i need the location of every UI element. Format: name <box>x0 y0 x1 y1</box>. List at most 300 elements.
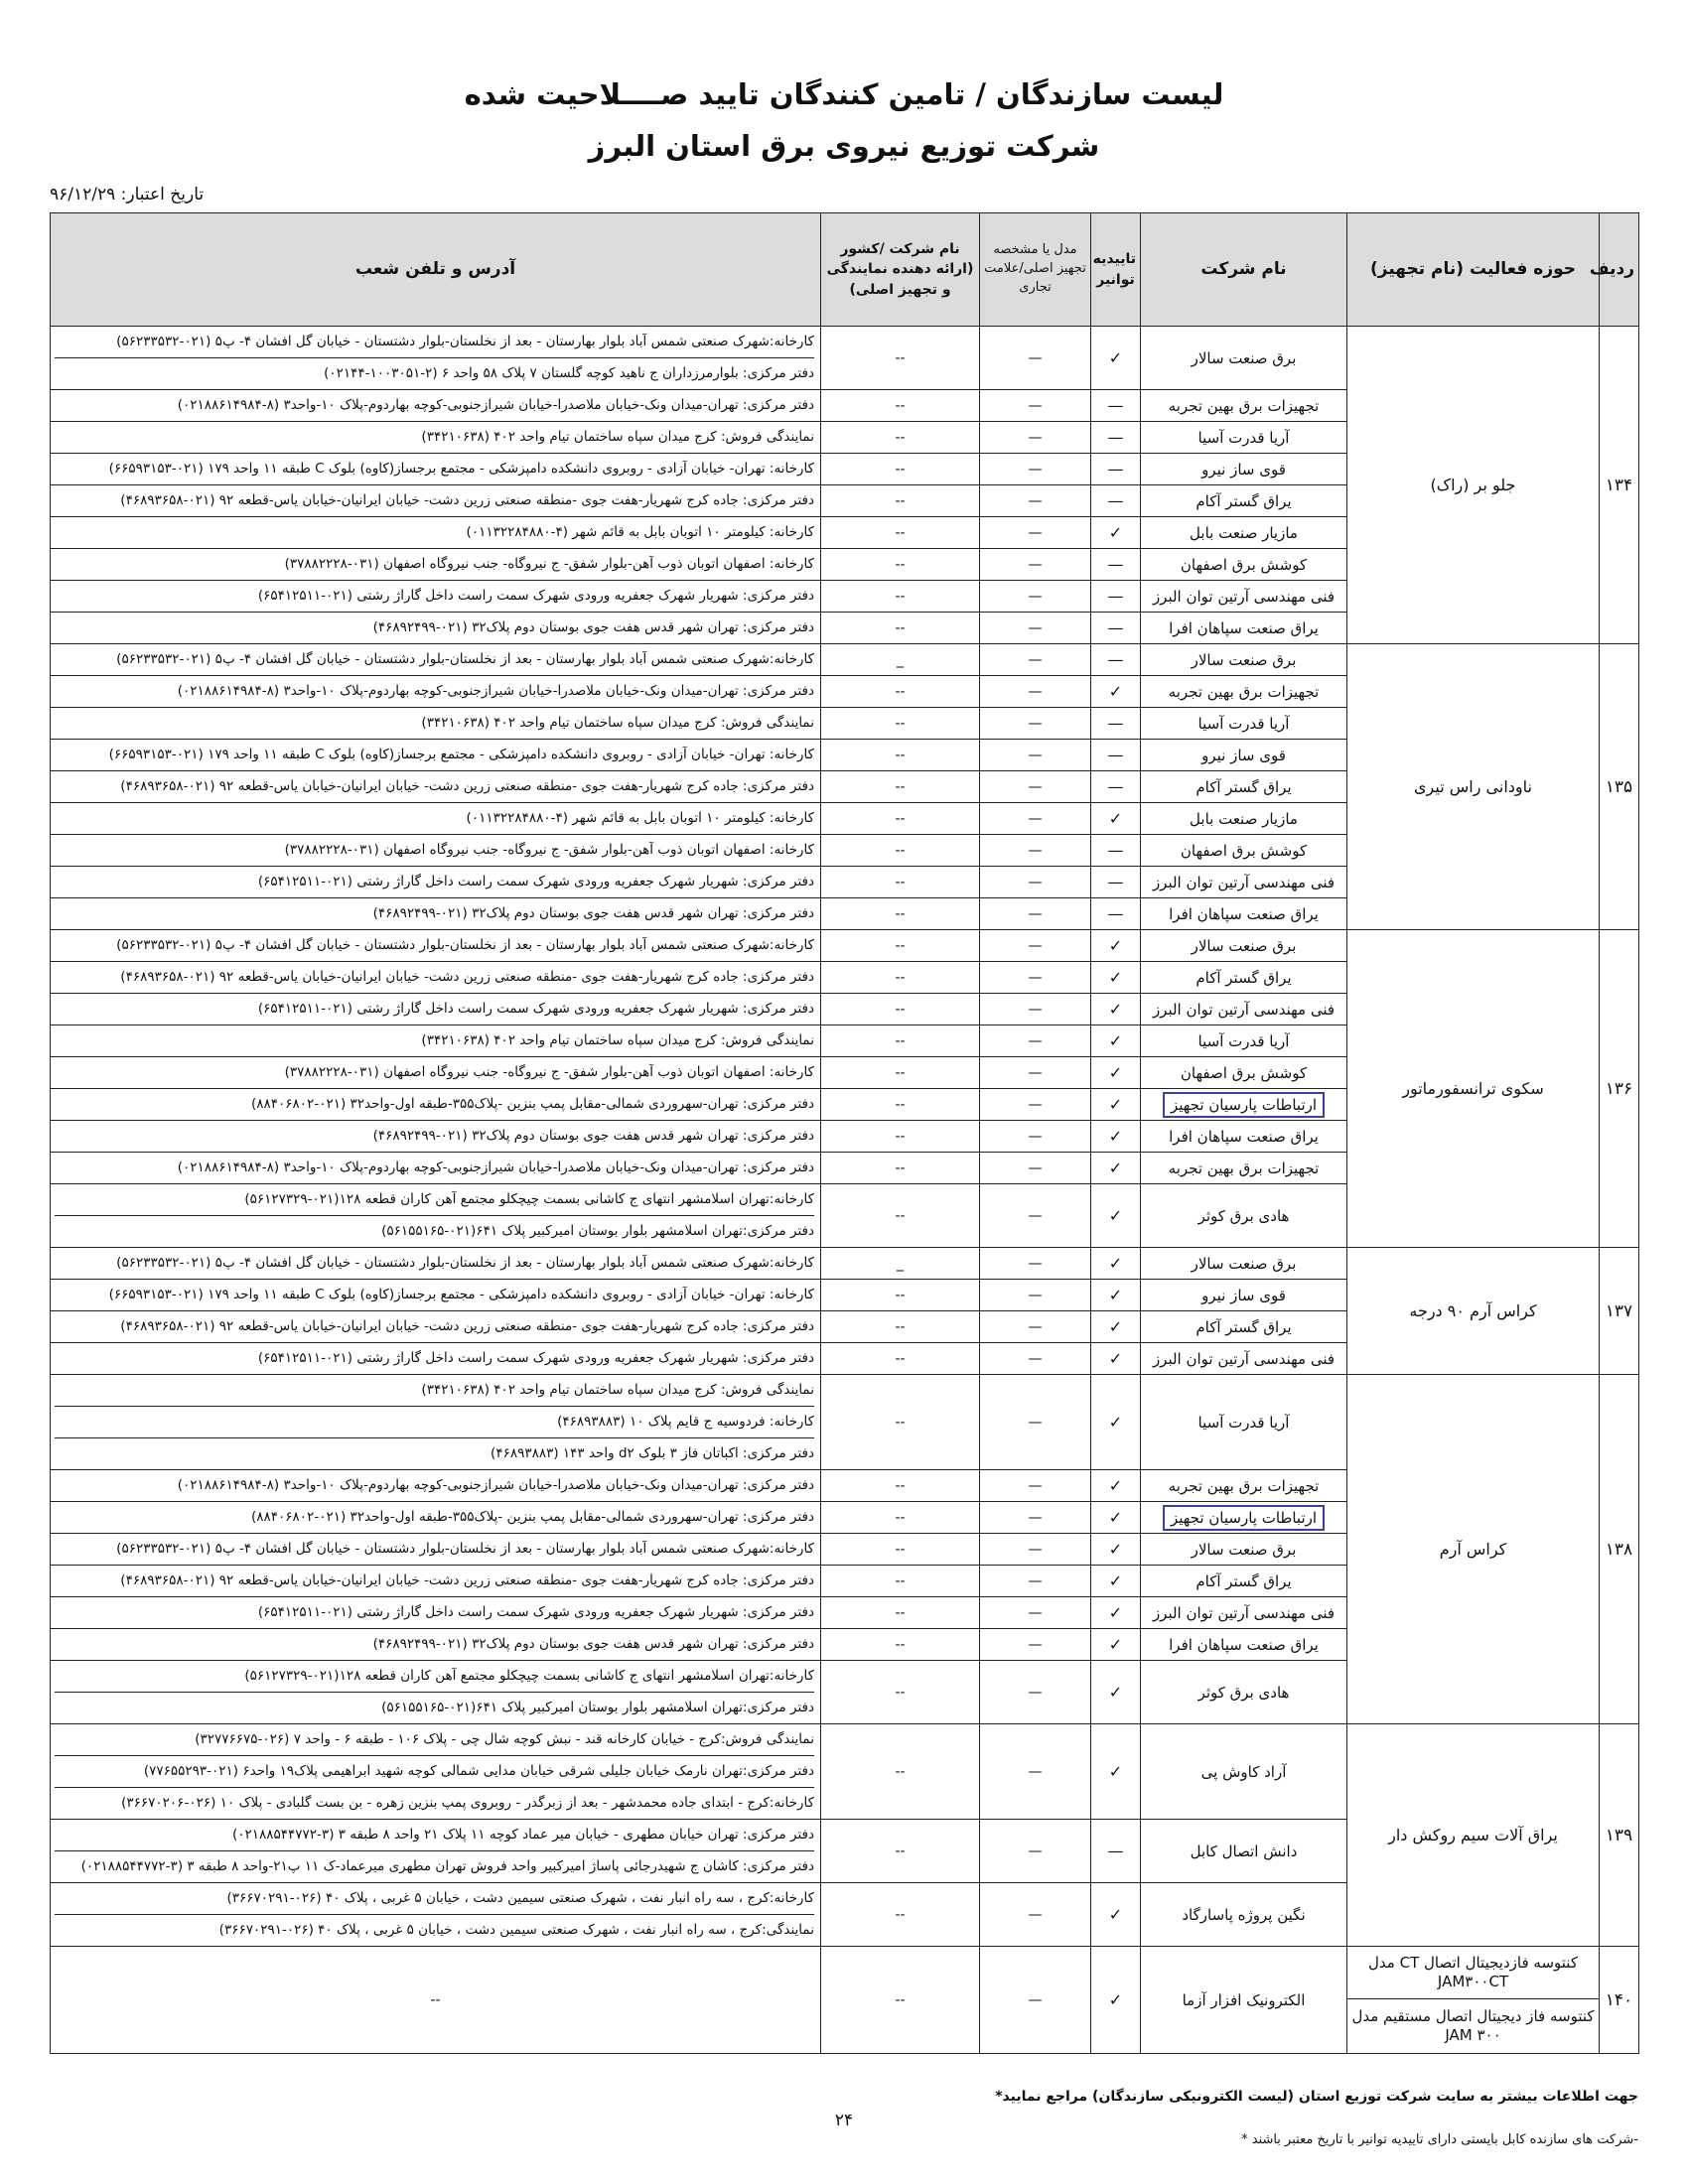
model-cell: — <box>980 1470 1091 1502</box>
tavanir-approval: — <box>1091 771 1141 803</box>
model-cell: — <box>980 1534 1091 1566</box>
company-name: دانش اتصال کابل <box>1190 1842 1298 1860</box>
address-line: کارخانه: اصفهان اتوبان ذوب آهن-بلوار شفق- ج نیروگاه- جنب نیروگاه اصفهان (۰۳۱-۳۷۸۸۲۲۲۸) <box>284 1064 814 1080</box>
origin-cell: -- <box>821 517 980 549</box>
address-cell <box>51 1280 821 1311</box>
tavanir-approval: ✓ <box>1091 803 1141 835</box>
address-line: دفتر مرکزی: شهریار شهرک جعفریه ورودی شهرک سمت راست داخل گاراژ رشتی (۰۲۱-۶۵۴۱۲۵۱۱) <box>257 1001 814 1017</box>
origin-cell: -- <box>821 1311 980 1343</box>
company-name-cell <box>1141 994 1347 1025</box>
row-number: ۱۴۰ <box>1600 1947 1639 2054</box>
company-name: برق صنعت سالار <box>1191 348 1297 367</box>
company-name-cell <box>1141 740 1347 771</box>
company-name: نگین پروژه پاسارگاد <box>1182 1905 1306 1924</box>
model-cell: — <box>980 549 1091 581</box>
company-name-cell <box>1141 1534 1347 1566</box>
company-name: تجهیزات برق بهین تجربه <box>1168 1476 1320 1495</box>
row-number: ۱۳۷ <box>1600 1248 1639 1375</box>
company-name-cell <box>1141 898 1347 930</box>
company-name-cell <box>1141 1089 1347 1121</box>
origin-cell: -- <box>821 454 980 485</box>
address-line: دفتر مرکزی: کاشان ج شهیدرجائی پاساژ امیرکبیر واحد فروش تهران مطهری میرعماد-ک ۱۱ پ۲۱-واحد ۸ طبقه ۳ (۳-۰۲۱۸۸۵۴۴۷۷۲) <box>55 1850 814 1882</box>
company-name-cell <box>1141 1820 1347 1883</box>
tavanir-approval: ✓ <box>1091 1153 1141 1184</box>
address-cell <box>51 327 821 390</box>
company-name: فنی مهندسی آرتین توان البرز <box>1152 1349 1336 1368</box>
model-cell: — <box>980 1311 1091 1343</box>
address-line: نمایندگی فروش:کرج - خیابان کارخانه قند - نبش کوچه شال چی - پلاک ۱۰۶ - طبقه ۶ - واحد ۷ (۰۲۶-۳۲۷۷۶۶۷۵) <box>195 1731 814 1747</box>
address-line: دفتر مرکزی: تهران-میدان ونک-خیابان ملاصدرا-خیابان شیرازجنوبی-کوچه بهاردوم-پلاک ۱۰-واحد۳ (۸-۰۲۱۸۸۶۱۴۹۸۴) <box>177 683 814 699</box>
origin-cell: -- <box>821 771 980 803</box>
company-name-cell <box>1141 1153 1347 1184</box>
address-cell <box>51 835 821 867</box>
address-line: دفتر مرکزی:تهران اسلامشهر بلوار بوستان امیرکبیر پلاک ۶۴۱(۰۲۱-۵۶۱۵۵۱۶۵) <box>55 1692 814 1723</box>
activity-field: ناودانی راس تیری <box>1347 644 1600 930</box>
company-name-cell <box>1141 581 1347 613</box>
model-cell: — <box>980 1820 1091 1883</box>
company-name: فنی مهندسی آرتین توان البرز <box>1152 587 1336 606</box>
address-cell <box>51 1121 821 1153</box>
row-number: ۱۳۶ <box>1600 930 1639 1248</box>
address-line: نمایندگی فروش: کرج میدان سپاه ساختمان تیام واحد ۴۰۲ (۳۴۲۱۰۶۳۸) <box>421 1382 814 1398</box>
company-name: آریا قدرت آسیا <box>1197 1031 1290 1050</box>
origin-cell: -- <box>821 327 980 390</box>
model-cell: — <box>980 930 1091 962</box>
address-cell <box>51 1311 821 1343</box>
address-line: کارخانه:تهران اسلامشهر انتهای ج کاشانی بسمت چیچکلو مجتمع آهن کاران قطعه ۱۲۸(۰۲۱-۵۶۱۲۷۳۲۹) <box>244 1191 814 1207</box>
origin-cell: -- <box>821 1820 980 1883</box>
origin-cell: -- <box>821 549 980 581</box>
address-line: دفتر مرکزی: شهریار شهرک جعفریه ورودی شهرک سمت راست داخل گاراژ رشتی (۰۲۱-۶۵۴۱۲۵۱۱) <box>257 1604 814 1620</box>
model-cell: — <box>980 613 1091 644</box>
address-cell <box>51 549 821 581</box>
tavanir-approval: ✓ <box>1091 1661 1141 1724</box>
model-cell: — <box>980 454 1091 485</box>
model-cell: — <box>980 867 1091 898</box>
tavanir-approval: ✓ <box>1091 517 1141 549</box>
company-name: تجهیزات برق بهین تجربه <box>1168 1159 1320 1177</box>
model-cell: — <box>980 1184 1091 1248</box>
company-name-cell <box>1141 644 1347 676</box>
address-cell <box>51 1597 821 1629</box>
company-name-cell <box>1141 1661 1347 1724</box>
tavanir-approval: ✓ <box>1091 1947 1141 2054</box>
tavanir-approval: ✓ <box>1091 1057 1141 1089</box>
tavanir-approval: ✓ <box>1091 1597 1141 1629</box>
tavanir-approval: ✓ <box>1091 1311 1141 1343</box>
origin-cell: -- <box>821 1566 980 1597</box>
company-name: آریا قدرت آسیا <box>1197 714 1290 733</box>
address-cell <box>51 867 821 898</box>
company-name-cell <box>1141 613 1347 644</box>
company-name: برق صنعت سالار <box>1191 1254 1297 1273</box>
company-name: فنی مهندسی آرتین توان البرز <box>1152 1603 1336 1622</box>
address-line: کارخانه:کرج ، سه راه انبار نفت ، شهرک صنعتی سیمین دشت ، خیابان ۵ غربی ، پلاک ۴۰ (۰۲۶-۳۶۶۷۰۲۹۱) <box>226 1890 814 1906</box>
model-cell: — <box>980 485 1091 517</box>
origin-cell: -- <box>821 740 980 771</box>
tavanir-approval: ✓ <box>1091 1121 1141 1153</box>
activity-field: کراس آرم <box>1347 1375 1600 1724</box>
origin-cell: -- <box>821 1280 980 1311</box>
address-cell <box>51 613 821 644</box>
model-cell: — <box>980 1057 1091 1089</box>
table-row <box>51 1947 1639 2054</box>
address-line: کارخانه: تهران- خیابان آزادی - روبروی دانشکده دامپزشکی - مجتمع برجساز(کاوه) بلوک C طبقه ۱۱ واحد ۱۷۹ (۰۲۱-۶۶۵۹۳۱۵۳) <box>108 1287 814 1302</box>
company-name-cell <box>1141 1724 1347 1820</box>
address-line: کارخانه: تهران- خیابان آزادی - روبروی دانشکده دامپزشکی - مجتمع برجساز(کاوه) بلوک C طبقه ۱۱ واحد ۱۷۹ (۰۲۱-۶۶۵۹۳۱۵۳) <box>108 461 814 477</box>
company-name-cell <box>1141 454 1347 485</box>
tavanir-approval: ✓ <box>1091 327 1141 390</box>
model-cell: — <box>980 1597 1091 1629</box>
origin-cell: -- <box>821 1629 980 1661</box>
tavanir-approval: ✓ <box>1091 1184 1141 1248</box>
table-row <box>51 1375 1639 1470</box>
address-cell <box>51 644 821 676</box>
origin-cell: -- <box>821 1025 980 1057</box>
tavanir-approval: ✓ <box>1091 1089 1141 1121</box>
company-name-cell <box>1141 1470 1347 1502</box>
company-name-cell <box>1141 517 1347 549</box>
origin-cell: -- <box>821 676 980 708</box>
origin-cell: -- <box>821 1724 980 1820</box>
address-line: دفتر مرکزی: بلوارمرزداران ج ناهید کوچه گلستان ۷ پلاک ۵۸ واحد ۶ (۲-۱۰۰۳۰۵۱-۰۲۱۴۴) <box>55 357 814 389</box>
address-line: دفتر مرکزی: جاده کرج شهریار-هفت جوی -منطقه صنعتی زرین دشت- خیابان ایرانیان-خیابان یاس-قطعه ۹۲ (۰۲۱-۴۶۸۹۳۶۵۸) <box>120 778 814 794</box>
company-name: مازیار صنعت بابل <box>1190 809 1298 828</box>
activity-field-top: کنتوسه فازدیجیتال اتصال CT مدل JAM۳۰۰CT <box>1347 1947 1599 1999</box>
address-line: دفتر مرکزی:تهران اسلامشهر بلوار بوستان امیرکبیر پلاک ۶۴۱(۰۲۱-۵۶۱۵۵۱۶۵) <box>55 1215 814 1247</box>
model-cell: — <box>980 1629 1091 1661</box>
address-cell <box>51 676 821 708</box>
tavanir-approval: — <box>1091 390 1141 422</box>
table-row <box>51 930 1639 962</box>
model-cell: — <box>980 1121 1091 1153</box>
origin-cell: -- <box>821 485 980 517</box>
tavanir-approval: ✓ <box>1091 1883 1141 1947</box>
company-name: یراق صنعت سپاهان افرا <box>1169 1635 1319 1654</box>
company-name-cell <box>1141 1883 1347 1947</box>
address-cell: -- <box>51 1947 821 2054</box>
table-row <box>51 1724 1639 1820</box>
address-cell <box>51 994 821 1025</box>
address-cell <box>51 1820 821 1883</box>
header-address: آدرس و تلفن شعب <box>51 213 821 327</box>
tavanir-approval: — <box>1091 898 1141 930</box>
address-line: کارخانه:شهرک صنعتی شمس آباد بلوار بهارستان - بعد از نخلستان-بلوار دشتستان - خیابان گل افشان ۴- پ۵ (۰۲۱-۵۶۲۳۳۵۳۲) <box>116 1255 814 1271</box>
company-name-cell <box>1141 867 1347 898</box>
origin-cell: -- <box>821 1502 980 1534</box>
address-cell <box>51 771 821 803</box>
address-line: دفتر مرکزی: تهران شهر قدس هفت جوی بوستان دوم پلاک۳۲ (۰۲۱-۴۶۸۹۲۴۹۹) <box>372 905 814 921</box>
address-cell <box>51 1089 821 1121</box>
model-cell: — <box>980 962 1091 994</box>
header-origin: نام شرکت /کشور (ارائه دهنده نمایندگی و تجهیز اصلی) <box>821 213 980 327</box>
origin-cell: -- <box>821 930 980 962</box>
address-cell <box>51 898 821 930</box>
origin-cell: -- <box>821 1343 980 1375</box>
address-line: دفتر مرکزی: جاده کرج شهریار-هفت جوی -منطقه صنعتی زرین دشت- خیابان ایرانیان-خیابان یاس-قطعه ۹۲ (۰۲۱-۴۶۸۹۳۶۵۸) <box>120 1318 814 1334</box>
address-cell <box>51 1629 821 1661</box>
address-line: دفتر مرکزی: تهران شهر قدس هفت جوی بوستان دوم پلاک۳۲ (۰۲۱-۴۶۸۹۲۴۹۹) <box>372 1636 814 1652</box>
company-name-cell <box>1141 390 1347 422</box>
company-name: هادی برق کوثر <box>1197 1683 1290 1702</box>
row-number: ۱۳۴ <box>1600 327 1639 644</box>
company-name: یراق گستر آکام <box>1196 968 1292 987</box>
company-name: آریا قدرت آسیا <box>1197 1413 1290 1432</box>
company-name-cell <box>1141 422 1347 454</box>
model-cell: — <box>980 581 1091 613</box>
tavanir-approval: — <box>1091 867 1141 898</box>
address-cell <box>51 1375 821 1470</box>
company-name-cell <box>1141 676 1347 708</box>
company-name-cell <box>1141 708 1347 740</box>
address-line: دفتر مرکزی: تهران-سهروردی شمالی-مقابل پمپ بنزین -پلاک۳۵۵-طبقه اول-واحد۳۲ (۰۲۱-۸۸۴۰۶۸۰۲) <box>251 1096 814 1112</box>
document-subtitle: شرکت توزیع نیروی برق استان البرز <box>588 129 1100 163</box>
tavanir-approval: — <box>1091 708 1141 740</box>
company-name-cell <box>1141 1566 1347 1597</box>
address-cell <box>51 708 821 740</box>
tavanir-approval: ✓ <box>1091 1566 1141 1597</box>
activity-field <box>1347 1947 1600 2054</box>
activity-field: کراس آرم ۹۰ درجه <box>1347 1248 1600 1375</box>
address-cell <box>51 1153 821 1184</box>
company-name-cell <box>1141 930 1347 962</box>
activity-field: سکوی ترانسفورماتور <box>1347 930 1600 1248</box>
company-name: هادی برق کوثر <box>1197 1206 1290 1225</box>
company-name-cell <box>1141 1248 1347 1280</box>
company-name: مازیار صنعت بابل <box>1190 523 1298 542</box>
tavanir-approval: ✓ <box>1091 1534 1141 1566</box>
model-cell: — <box>980 1153 1091 1184</box>
company-name: یراق صنعت سپاهان افرا <box>1169 904 1319 923</box>
address-line: نمایندگی:کرج ، سه راه انبار نفت ، شهرک صنعتی سیمین دشت ، خیابان ۵ غربی ، پلاک ۴۰ (۰۲۶-۳۶۶۷۰۲۹۱) <box>55 1914 814 1946</box>
company-name: قوی ساز نیرو <box>1201 1286 1286 1304</box>
address-cell <box>51 962 821 994</box>
company-name: یراق صنعت سپاهان افرا <box>1169 618 1319 637</box>
address-line: دفتر مرکزی: تهران-میدان ونک-خیابان ملاصدرا-خیابان شیرازجنوبی-کوچه بهاردوم-پلاک ۱۰-واحد۳ (۸-۰۲۱۸۸۶۱۴۹۸۴) <box>177 397 814 413</box>
model-cell: — <box>980 1883 1091 1947</box>
row-number: ۱۳۵ <box>1600 644 1639 930</box>
tavanir-approval: — <box>1091 581 1141 613</box>
origin-cell: -- <box>821 803 980 835</box>
header-field: حوزه فعالیت (نام تجهیز) <box>1347 213 1600 327</box>
tavanir-approval: — <box>1091 454 1141 485</box>
origin-cell: -- <box>821 390 980 422</box>
address-line: کارخانه:شهرک صنعتی شمس آباد بلوار بهارستان - بعد از نخلستان-بلوار دشتستان - خیابان گل افشان ۴- پ۵ (۰۲۱-۵۶۲۳۳۵۳۲) <box>116 1541 814 1557</box>
tavanir-approval: — <box>1091 549 1141 581</box>
model-cell: — <box>980 994 1091 1025</box>
address-cell <box>51 1470 821 1502</box>
model-cell: — <box>980 1566 1091 1597</box>
tavanir-approval: ✓ <box>1091 1470 1141 1502</box>
table-header-row <box>51 213 1639 327</box>
model-cell: — <box>980 1025 1091 1057</box>
origin-cell: -- <box>821 422 980 454</box>
company-name: ارتباطات پارسیان تجهیز <box>1163 1092 1325 1118</box>
tavanir-approval: — <box>1091 613 1141 644</box>
tavanir-approval: — <box>1091 740 1141 771</box>
table-row <box>51 1248 1639 1280</box>
origin-cell: -- <box>821 1153 980 1184</box>
model-cell: — <box>980 676 1091 708</box>
origin-cell: -- <box>821 1121 980 1153</box>
model-cell: — <box>980 1375 1091 1470</box>
company-name: برق صنعت سالار <box>1191 936 1297 955</box>
address-line: دفتر مرکزی: شهریار شهرک جعفریه ورودی شهرک سمت راست داخل گاراژ رشتی (۰۲۱-۶۵۴۱۲۵۱۱) <box>257 588 814 604</box>
company-name: یراق صنعت سپاهان افرا <box>1169 1127 1319 1146</box>
address-cell <box>51 740 821 771</box>
page-number: ۲۴ <box>834 2111 854 2130</box>
address-line: کارخانه:شهرک صنعتی شمس آباد بلوار بهارستان - بعد از نخلستان-بلوار دشتستان - خیابان گل افشان ۴- پ۵ (۰۲۱-۵۶۲۳۳۵۳۲) <box>116 651 814 667</box>
company-name: فنی مهندسی آرتین توان البرز <box>1152 873 1336 891</box>
header-row-number: ردیف <box>1600 213 1639 327</box>
address-cell <box>51 1025 821 1057</box>
model-cell: — <box>980 422 1091 454</box>
address-cell <box>51 1566 821 1597</box>
company-name-cell <box>1141 549 1347 581</box>
company-name: یراق گستر آکام <box>1196 491 1292 510</box>
address-line: دفتر مرکزی: جاده کرج شهریار-هفت جوی -منطقه صنعتی زرین دشت- خیابان ایرانیان-خیابان یاس-قطعه ۹۲ (۰۲۱-۴۶۸۹۳۶۵۸) <box>120 492 814 508</box>
company-name: برق صنعت سالار <box>1191 650 1297 669</box>
origin-cell: -- <box>821 1375 980 1470</box>
address-line: نمایندگی فروش: کرج میدان سپاه ساختمان تیام واحد ۴۰۲ (۳۴۲۱۰۶۳۸) <box>421 715 814 731</box>
address-line: نمایندگی فروش: کرج میدان سپاه ساختمان تیام واحد ۴۰۲ (۳۴۲۱۰۶۳۸) <box>421 429 814 445</box>
company-name-cell <box>1141 1311 1347 1343</box>
origin-cell: -- <box>821 1089 980 1121</box>
footer-note-website: جهت اطلاعات بیشتر به سایت شرکت توزیع استان (لیست الکترونیکی سازندگان) مراجع نمایید* <box>995 2089 1638 2105</box>
address-cell <box>51 1343 821 1375</box>
origin-cell: -- <box>821 1883 980 1947</box>
address-line: دفتر مرکزی: تهران خیابان مطهری - خیابان میر عماد کوچه ۱۱ پلاک ۲۱ واحد ۸ طبقه ۳ (۳-۰۲۱۸۸۵۴۴۷۷۲) <box>232 1827 814 1843</box>
header-tavanir: تاییدیه توانیر <box>1091 213 1141 327</box>
company-name-cell <box>1141 485 1347 517</box>
model-cell: — <box>980 390 1091 422</box>
company-name: ارتباطات پارسیان تجهیز <box>1163 1505 1325 1531</box>
company-name-cell <box>1141 1184 1347 1248</box>
activity-field: جلو بر (راک) <box>1347 327 1600 644</box>
tavanir-approval: ✓ <box>1091 1343 1141 1375</box>
tavanir-approval: — <box>1091 422 1141 454</box>
company-name-cell <box>1141 1057 1347 1089</box>
origin-cell: -- <box>821 581 980 613</box>
address-cell <box>51 930 821 962</box>
company-name: قوی ساز نیرو <box>1201 746 1286 764</box>
header-model: مدل یا مشخصه تجهیز اصلی/علامت تجاری <box>980 213 1091 327</box>
tavanir-approval: ✓ <box>1091 1248 1141 1280</box>
address-cell <box>51 1057 821 1089</box>
tavanir-approval: — <box>1091 485 1141 517</box>
model-cell: — <box>980 771 1091 803</box>
origin-cell: -- <box>821 1057 980 1089</box>
activity-field-bottom: کنتوسه فاز دیجیتال اتصال مستقیم مدل JAM ۳۰۰ <box>1351 2006 1595 2044</box>
origin-cell: -- <box>821 1184 980 1248</box>
tavanir-approval: ✓ <box>1091 962 1141 994</box>
origin-cell: -- <box>821 835 980 867</box>
suppliers-table-container <box>50 212 1638 2054</box>
model-cell: — <box>980 517 1091 549</box>
company-name-cell <box>1141 1629 1347 1661</box>
suppliers-table <box>50 212 1639 2054</box>
model-cell: — <box>980 1502 1091 1534</box>
table-row <box>51 327 1639 390</box>
tavanir-approval: ✓ <box>1091 1025 1141 1057</box>
model-cell: — <box>980 803 1091 835</box>
address-line: کارخانه: تهران- خیابان آزادی - روبروی دانشکده دامپزشکی - مجتمع برجساز(کاوه) بلوک C طبقه ۱۱ واحد ۱۷۹ (۰۲۱-۶۶۵۹۳۱۵۳) <box>108 747 814 762</box>
origin-cell: -- <box>821 867 980 898</box>
origin-cell: _ <box>821 644 980 676</box>
model-cell: — <box>980 835 1091 867</box>
document-title: لیست سازندگان / تامین کنندگان تایید صــــلاحیت شده <box>464 77 1224 111</box>
model-cell: — <box>980 1343 1091 1375</box>
company-name: آریا قدرت آسیا <box>1197 428 1290 447</box>
origin-cell: -- <box>821 898 980 930</box>
model-cell: — <box>980 1089 1091 1121</box>
address-line: دفتر مرکزی: اکباتان فاز ۳ بلوک d۲ واحد ۱۴۳ (۴۶۸۹۳۸۸۳) <box>55 1437 814 1469</box>
address-cell <box>51 1534 821 1566</box>
company-name-cell <box>1141 1502 1347 1534</box>
address-line: دفتر مرکزی: جاده کرج شهریار-هفت جوی -منطقه صنعتی زرین دشت- خیابان ایرانیان-خیابان یاس-قطعه ۹۲ (۰۲۱-۴۶۸۹۳۶۵۸) <box>120 969 814 985</box>
company-name: الکترونیک افزار آزما <box>1141 1947 1347 2054</box>
origin-cell: -- <box>821 708 980 740</box>
tavanir-approval: ✓ <box>1091 930 1141 962</box>
company-name-cell <box>1141 1343 1347 1375</box>
address-line: دفتر مرکزی:تهران نارمک خیابان جلیلی شرقی خیابان مدایی شمالی کوچه شهید ابراهیمی پلاک۱۹ واحد۶ (۰۲۱-۷۷۶۵۵۲۹۳) <box>55 1755 814 1787</box>
address-cell <box>51 390 821 422</box>
address-line: دفتر مرکزی: تهران-میدان ونک-خیابان ملاصدرا-خیابان شیرازجنوبی-کوچه بهاردوم-پلاک ۱۰-واحد۳ (۸-۰۲۱۸۸۶۱۴۹۸۴) <box>177 1477 814 1493</box>
address-line: کارخانه: اصفهان اتوبان ذوب آهن-بلوار شفق- ج نیروگاه- جنب نیروگاه اصفهان (۰۳۱-۳۷۸۸۲۲۲۸) <box>284 842 814 858</box>
model-cell: — <box>980 708 1091 740</box>
tavanir-approval: — <box>1091 835 1141 867</box>
tavanir-approval: ✓ <box>1091 1724 1141 1820</box>
address-cell <box>51 1502 821 1534</box>
origin-cell: -- <box>821 1661 980 1724</box>
origin-cell: -- <box>821 1597 980 1629</box>
model-cell: — <box>980 1661 1091 1724</box>
address-line: دفتر مرکزی: جاده کرج شهریار-هفت جوی -منطقه صنعتی زرین دشت- خیابان ایرانیان-خیابان یاس-قطعه ۹۲ (۰۲۱-۴۶۸۹۳۶۵۸) <box>120 1572 814 1588</box>
tavanir-approval: ✓ <box>1091 994 1141 1025</box>
address-line: کارخانه:تهران اسلامشهر انتهای ج کاشانی بسمت چیچکلو مجتمع آهن کاران قطعه ۱۲۸(۰۲۱-۵۶۱۲۷۳۲۹) <box>244 1668 814 1684</box>
origin-cell: -- <box>821 613 980 644</box>
model-cell: — <box>980 1280 1091 1311</box>
activity-field: یراق آلات سیم روکش دار <box>1347 1724 1600 1947</box>
origin-cell: _ <box>821 1248 980 1280</box>
tavanir-approval: — <box>1091 1820 1141 1883</box>
footer-note-cable: -شرکت های سازنده کابل بایستی دارای تاییدیه توانیر با تاریخ معتبر باشند * <box>1241 2132 1638 2147</box>
address-line: دفتر مرکزی: شهریار شهرک جعفریه ورودی شهرک سمت راست داخل گاراژ رشتی (۰۲۱-۶۵۴۱۲۵۱۱) <box>257 1350 814 1366</box>
address-cell <box>51 581 821 613</box>
model-cell: — <box>980 644 1091 676</box>
tavanir-approval: — <box>1091 644 1141 676</box>
model-cell: — <box>980 327 1091 390</box>
address-line: دفتر مرکزی: تهران شهر قدس هفت جوی بوستان دوم پلاک۳۲ (۰۲۱-۴۶۸۹۲۴۹۹) <box>372 619 814 635</box>
address-line: کارخانه: کیلومتر ۱۰ اتوبان بابل به قائم شهر (۴-۰۱۱۳۲۲۸۴۸۸۰) <box>466 524 814 540</box>
model-cell: — <box>980 1947 1091 2054</box>
company-name-cell <box>1141 1025 1347 1057</box>
origin-cell: -- <box>821 1534 980 1566</box>
origin-cell: -- <box>821 1470 980 1502</box>
company-name-cell <box>1141 1597 1347 1629</box>
validity-date: تاریخ اعتبار: ۹۶/۱۲/۲۹ <box>50 185 205 205</box>
address-cell <box>51 803 821 835</box>
company-name: یراق گستر آکام <box>1196 777 1292 796</box>
row-number: ۱۳۹ <box>1600 1724 1639 1947</box>
address-line: کارخانه: فردوسیه ج قایم پلاک ۱۰ (۴۶۸۹۳۸۸۳) <box>55 1406 814 1437</box>
address-line: دفتر مرکزی: شهریار شهرک جعفریه ورودی شهرک سمت راست داخل گاراژ رشتی (۰۲۱-۶۵۴۱۲۵۱۱) <box>257 874 814 889</box>
company-name: قوی ساز نیرو <box>1201 460 1286 478</box>
origin-cell: -- <box>821 1947 980 2054</box>
address-line: کارخانه:شهرک صنعتی شمس آباد بلوار بهارستان - بعد از نخلستان-بلوار دشتستان - خیابان گل افشان ۴- پ۵ (۰۲۱-۵۶۲۳۳۵۳۲) <box>116 937 814 953</box>
row-number: ۱۳۸ <box>1600 1375 1639 1724</box>
table-body <box>51 327 1639 2054</box>
